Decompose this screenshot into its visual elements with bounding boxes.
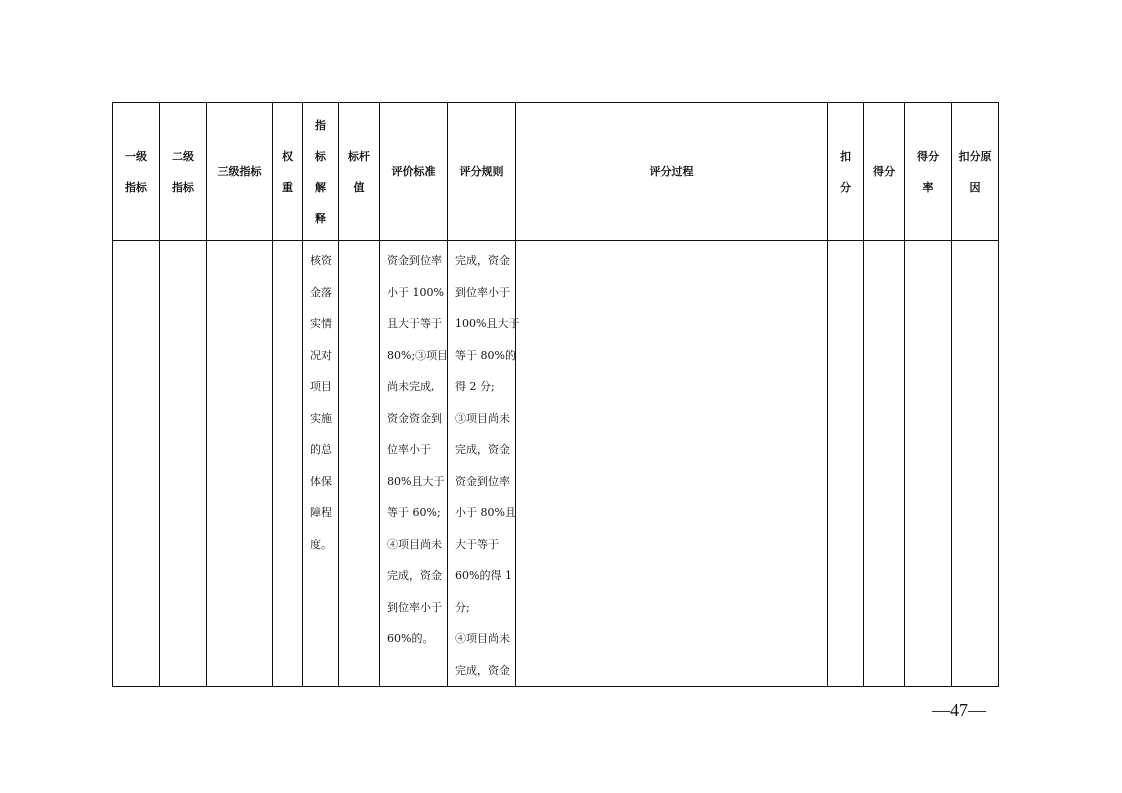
cell-indicator-explanation: [303, 241, 339, 687]
cell-text-line: 完成，资金: [387, 569, 442, 582]
cell-text-line: 位率小于: [387, 443, 431, 456]
header-deduction: 扣 分: [828, 103, 864, 241]
cell-text-line: 完成，资金: [455, 663, 510, 677]
header-level2-indicator: 二级 指标: [160, 103, 207, 241]
cell-text-line: 项目: [310, 380, 332, 393]
cell-text-line: 分;: [455, 600, 470, 614]
cell-text-line: 核资: [310, 254, 332, 267]
cell-text-line: 的总: [310, 443, 332, 456]
cell-level2-indicator: [160, 241, 207, 687]
cell-text-line: ④项目尚未: [387, 537, 442, 551]
cell-text-line: 80%;③项目: [387, 348, 449, 362]
cell-text-line: 小于 100%: [387, 285, 444, 299]
evaluation-table: [112, 102, 999, 687]
cell-text-line: 实施: [310, 411, 332, 425]
cell-text-line: 完成，资金: [455, 443, 510, 456]
cell-text-line: 完成，资金: [455, 254, 510, 267]
header-evaluation-criteria: 评价标准: [380, 103, 448, 241]
cell-text-line: 60%的。: [387, 632, 434, 645]
cell-text-line: 资金到位率: [455, 474, 510, 488]
cell-text-line: 得 2 分;: [455, 380, 495, 393]
header-scoring-process: 评分过程: [516, 103, 828, 241]
cell-text-line: 等于 60%;: [387, 506, 441, 519]
cell-score: [864, 241, 905, 687]
cell-scoring-rules: [448, 241, 520, 687]
cell-text-line: 到位率小于: [455, 285, 510, 299]
cell-text-line: ④项目尚未: [455, 632, 510, 645]
cell-text-line: 80%且大于: [387, 474, 445, 488]
cell-deduction-reason: [952, 241, 999, 687]
header-benchmark-value: 标杆 值: [339, 103, 380, 241]
criteria-text: [380, 241, 447, 655]
cell-scoring-process: [516, 241, 828, 687]
header-deduction-reason: 扣分原 因: [952, 103, 999, 241]
header-indicator-explanation: 指 标 解 释: [303, 103, 339, 241]
cell-text-line: 度。: [310, 537, 332, 551]
cell-level1-indicator: [113, 241, 160, 687]
cell-text-line: 60%的得 1: [455, 569, 512, 582]
cell-text-line: 100%且大于: [455, 317, 520, 330]
cell-text-line: 资金到位率: [387, 254, 442, 267]
header-weight: 权 重: [273, 103, 303, 241]
cell-text-line: 大于等于: [455, 537, 499, 551]
cell-text-line: 体保: [310, 474, 332, 488]
cell-text-line: 金落: [310, 285, 332, 299]
cell-text-line: 况对: [310, 348, 332, 362]
cell-score-rate: [905, 241, 952, 687]
header-level3-indicator: 三级指标: [207, 103, 273, 241]
cell-text-line: 小于 80%且: [455, 506, 516, 519]
header-level1-indicator: 一级 指标: [113, 103, 160, 241]
header-score: 得分: [864, 103, 905, 241]
cell-text-line: 到位率小于: [387, 600, 442, 614]
cell-level3-indicator: [207, 241, 273, 687]
header-row: [113, 103, 999, 241]
cell-text-line: ③项目尚未: [455, 411, 510, 425]
page-number: —47—: [932, 700, 986, 720]
table-row: [113, 241, 999, 687]
cell-evaluation-criteria: [380, 241, 448, 687]
header-scoring-rules: 评分规则: [448, 103, 516, 241]
cell-text-line: 等于 80%的: [455, 348, 516, 362]
rules-text: [448, 241, 520, 686]
header-score-rate: 得分 率: [905, 103, 952, 241]
cell-weight: [273, 241, 303, 687]
explanation-text: [303, 241, 338, 560]
cell-text-line: 资金资金到: [387, 411, 442, 425]
cell-text-line: 且大于等于: [387, 317, 442, 330]
cell-benchmark-value: [339, 241, 380, 687]
cell-text-line: 障程: [310, 506, 332, 519]
cell-text-line: 尚未完成,: [387, 380, 435, 393]
cell-deduction: [828, 241, 864, 687]
cell-text-line: 实情: [310, 317, 332, 330]
